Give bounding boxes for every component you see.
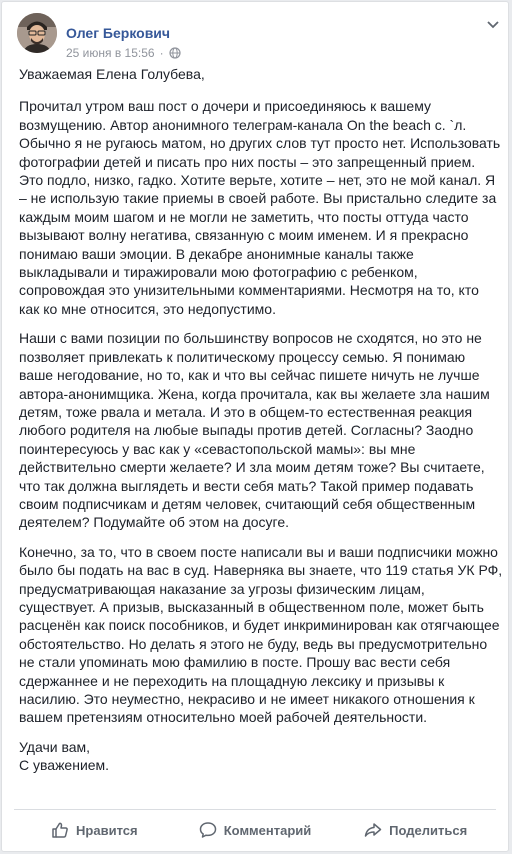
post-paragraph: Конечно, за то, что в своем посте написали вы и ваши подписчики можно было бы подать на вас в суд. Наверняка вы знаете, что 119 статья УК РФ, предусматривающая наказание за угрозы физическим лицам, существует. А призыв, высказанный в общественном поле, может быть расценён как поиск пособников, и будет инкриминирован как отягчающее обстоятельство. Но делать я этого не буду, ведь вы предусмотрительно не стали упоминать мою фамилию в посте. Прошу вас вести себя сдержаннее и не переходить на площадную лексику и призывы к насилию. Это неуместно, некрасиво и не имеет никакого отношения к вашем претензиям относительно моей рабочей деятельности.: [19, 543, 503, 726]
post-paragraph: Наши с вами позиции по большинству вопросов не сходятся, но это не позволяет привлекать к политическому процессу семью. Я понимаю ваше негодование, но то, как и что вы сейчас пишете ничуть не лучше автора-анонимщика. Жена, когда прочитала, как вы желаете зла нашим детям, тоже рвала и метала. И это в общем-то естественная реакция любого родителя на любые выпады против детей. Согласны? Заодно поинтересуюсь у вас как у «севастопольской мамы»: вы мне действительно смерти желаете? И зла моим детям тоже? Вы считаете, что так должна выглядеть и вести себя мать? Такой пример подавать своим подписчикам и детям человек, считающий себя общественным деятелем? Подумайте об этом на досуге.: [19, 330, 490, 531]
author-name[interactable]: Олег Беркович: [66, 25, 171, 41]
globe-icon[interactable]: [169, 47, 181, 59]
comment-icon: [199, 821, 217, 839]
post-meta: [66, 46, 181, 60]
like-label: Нравится: [76, 822, 138, 838]
post-card: [1, 1, 509, 852]
meta-separator: ·: [159, 46, 164, 60]
thumbs-up-icon: [51, 821, 69, 839]
post-paragraph: Уважаемая Елена Голубева,: [19, 66, 205, 82]
post-actions: [14, 814, 496, 846]
share-icon: [364, 821, 382, 839]
comment-label: Комментарий: [223, 822, 312, 838]
avatar-portrait-icon: [17, 13, 57, 53]
post-paragraph: Прочитал утром ваш пост о дочери и присоединяюсь к вашему возмущению. Автор анонимного телеграм-канала On the beach с. `л. Обычно я не ругаюсь матом, но других слов тут просто нет. Использовать фотографии детей и писать про них посты – это запрещенный прием. Это подло, низко, гадко. Хотите верьте, хотите – нет, это не мой канал. Я – не использую такие приемы в своей работе. Вы пристально следите за каждым моим шагом и не могли не заметить, что посты оттуда часто вызывают волну негатива, связанную с моим именем. И я прекрасно понимаю ваши эмоции. В декабре анонимные каналы также выкладывали и тиражировали мою фотографию с ребенком, сопровождая это унизительными комментариями. Несмотря на то, кто как ко мне относится, это недопустимо.: [19, 98, 501, 317]
post-body: [19, 65, 503, 786]
share-button[interactable]: [335, 814, 496, 846]
share-label: Поделиться: [389, 822, 468, 838]
actions-divider: [14, 809, 496, 810]
post-timestamp[interactable]: 25 июня в 15:56: [66, 46, 155, 60]
post-header: [17, 13, 497, 59]
like-button[interactable]: [14, 814, 175, 846]
post-options-button[interactable]: [483, 15, 503, 35]
post-paragraph: Удачи вам, С уважением.: [19, 738, 110, 774]
chevron-down-icon: [487, 21, 499, 29]
comment-button[interactable]: [175, 814, 336, 846]
avatar[interactable]: [17, 13, 57, 53]
